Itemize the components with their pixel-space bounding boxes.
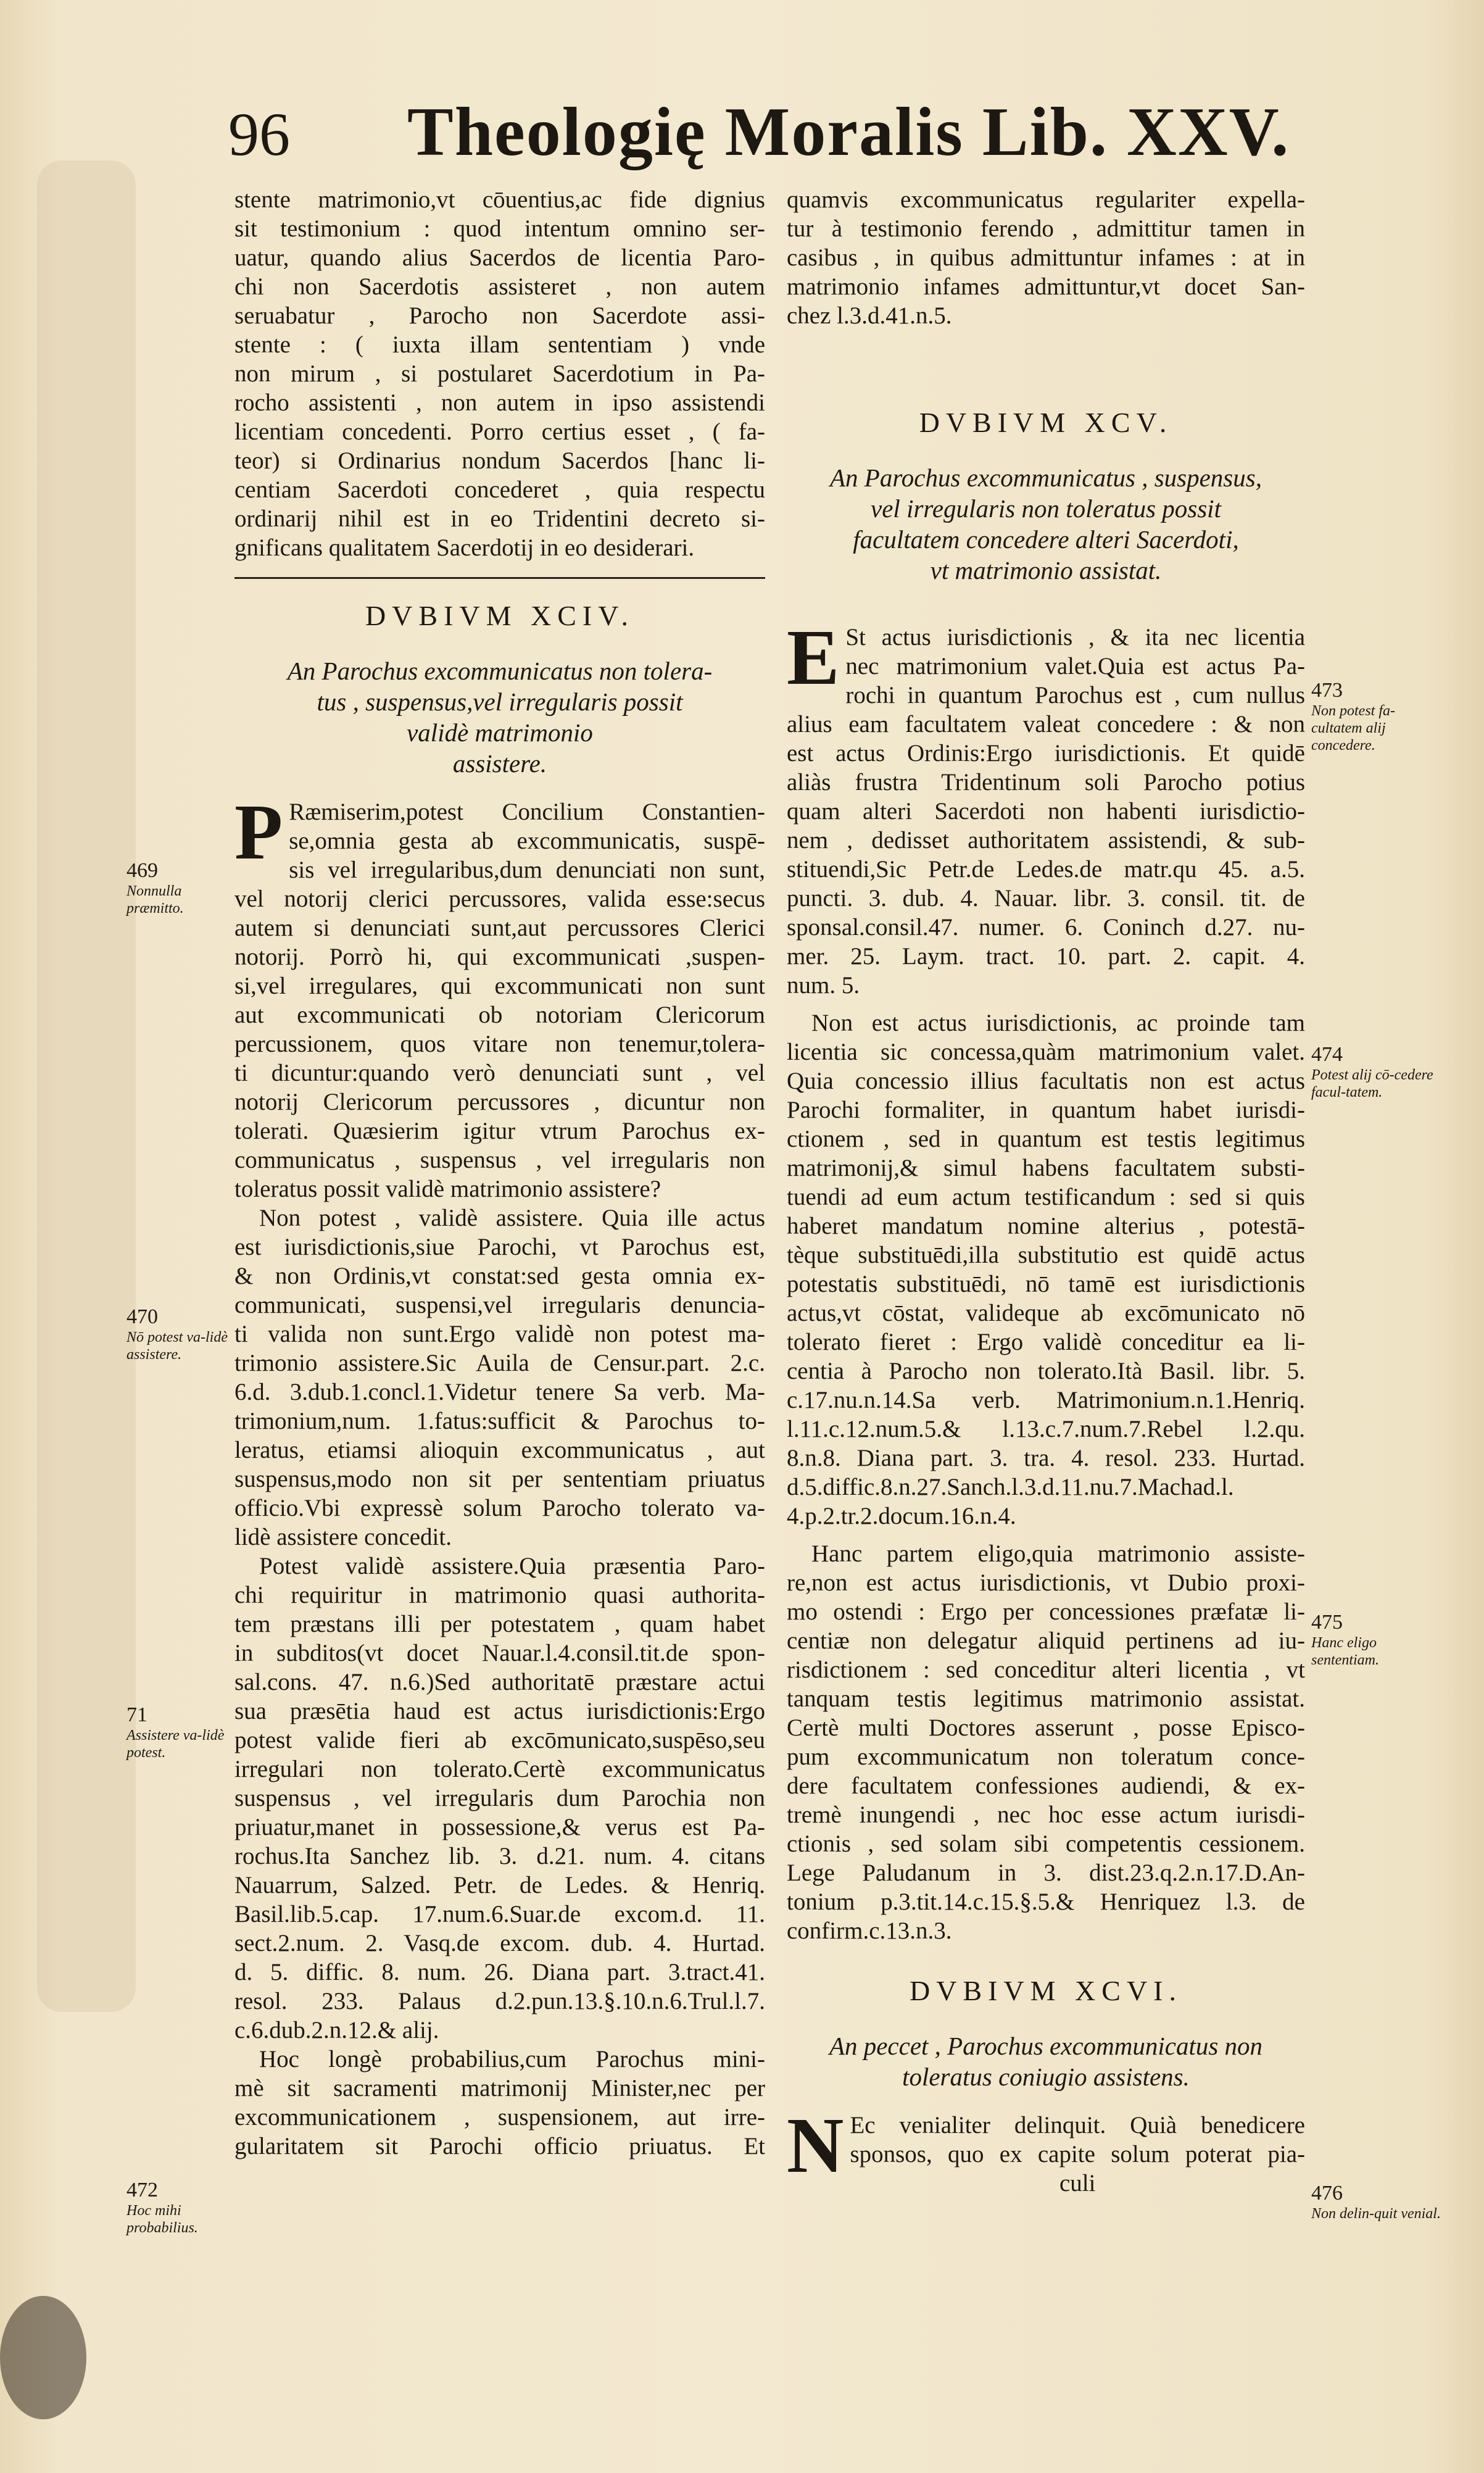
text-line: sua præsētia haud est actus iurisdictionis:Ergo	[234, 1698, 765, 1724]
text-line: rochi in quantum Parochus est , cum nullus	[845, 682, 1305, 709]
text-line: potest valide fieri ab excōmunicato,suspēso,seu	[234, 1727, 765, 1753]
text-line: centiam Sacerdoti concederet , quia respectu	[234, 476, 765, 503]
section-rule	[234, 577, 765, 579]
text-line: centiæ non delegatur aliquid pertinens ad iu-	[787, 1627, 1305, 1654]
text-line: communicati, suspensi,vel irregularis denuncia-	[234, 1292, 765, 1318]
text-line: Certè multi Doctores asserunt , posse Episco-	[787, 1714, 1305, 1741]
text-line: risdictionem : sed conceditur alteri licentia , vt	[787, 1656, 1305, 1683]
text-line: tolerati. Quæsierim igitur vtrum Parochus ex-	[234, 1118, 765, 1144]
text-line: gnificans qualitatem Sacerdotij in eo desiderari.	[234, 534, 695, 561]
text-line: Basil.lib.5.cap. 17.num.6.Suar.de excom.d. 11.	[234, 1901, 765, 1927]
drop-cap: E	[787, 613, 840, 701]
text-line: stituendi,Sic Petr.de Ledes.de matr.qu 45. a.5.	[787, 856, 1305, 883]
text-line: mer. 25. Laym. tract. 10. part. 2. capit. 4.	[787, 943, 1305, 970]
running-title: Theologię Moralis Lib. XXV.	[407, 94, 1290, 170]
text-line: est actus Ordinis:Ergo iurisdictionis. Et quidē	[787, 740, 1305, 767]
page-header	[228, 93, 1290, 179]
text-line: resol. 233. Palaus d.2.pun.13.§.10.n.6.Trul.l.7.	[234, 1988, 765, 2014]
marginal-text: Assistere va-lidè potest.	[126, 1727, 225, 1761]
text-line: teor) si Ordinarius nondum Sacerdos [hanc li-	[234, 447, 765, 474]
text-line: seruabatur , Parocho non Sacerdote assi-	[234, 302, 765, 329]
text-line: tem præstans illi per potestatem , quam habet	[234, 1611, 765, 1637]
question-line: An Parochus excommunicatus non tolera-	[287, 657, 713, 685]
dubium-heading: DVBIVM XCVI.	[910, 1975, 1182, 2006]
text-line: potestatis substituēdi, nō tamē est iurisdictionis	[787, 1271, 1305, 1297]
marginal-number: 472	[126, 2179, 158, 2201]
marginal-text: Non delin-quit venial.	[1311, 2206, 1441, 2222]
page-edge-shadow	[37, 160, 136, 2012]
text-line: gularitatem sit Parochi officio priuatus. Et	[234, 2133, 765, 2159]
marginal-number: 474	[1311, 1043, 1343, 1066]
paragraph-continuation	[234, 185, 765, 562]
text-line: leratus, etiamsi alioquin excommunicatus , aut	[234, 1437, 765, 1463]
question-line: vel irregularis non toleratus possit	[871, 494, 1221, 523]
text-line: Potest validè assistere.Quia præsentia Paro-	[259, 1553, 765, 1579]
text-line: vel notorij clerici percussores, valida esse:secus	[234, 886, 765, 912]
text-line: percussionem, quos vitare non tenemur,tolera-	[234, 1031, 765, 1057]
paragraph-474	[787, 1008, 1305, 1531]
dubium-question	[234, 655, 765, 779]
text-line: Ræmiserim,potest Concilium Constantien-	[289, 799, 765, 825]
drop-cap: N	[787, 2101, 844, 2189]
dubium-heading: DVBIVM XCIV.	[365, 600, 635, 631]
text-line: Quia concessio illius facultatis non est actus	[787, 1068, 1305, 1094]
text-line: dere facultatem confessiones audiendi, & ex-	[787, 1773, 1305, 1799]
text-line: tonium p.3.tit.14.c.15.§.5.& Henriquez l.3. de	[787, 1889, 1305, 1915]
marginal-note-472	[126, 2179, 231, 2237]
text-line: matrimonij,& simul habens facultatem substi-	[787, 1155, 1305, 1181]
text-line: tanquam testis legitimus matrimonio assistat.	[787, 1685, 1305, 1712]
drop-cap: P	[234, 788, 283, 876]
text-line: Hanc partem eligo,quia matrimonio assiste-	[811, 1540, 1305, 1567]
text-line: lidè assistere concedit.	[234, 1524, 452, 1550]
text-line: 8.n.8. Diana part. 3. tra. 4. resol. 233. Hurtad.	[787, 1445, 1305, 1471]
dubium-question	[787, 2030, 1305, 2092]
text-line: tremè inungendi , nec hoc esse actum iurisdi-	[787, 1802, 1305, 1828]
paragraph-473	[787, 613, 1305, 1000]
text-line: ti dicuntur:quando verò denunciati sunt , vel	[234, 1060, 765, 1086]
text-line: licentiam concedenti. Porro certius esset , ( fa-	[234, 418, 765, 445]
text-line: d.5.diffic.8.n.27.Sanch.l.3.d.11.nu.7.Machad.l.	[787, 1474, 1234, 1500]
marginal-note-474	[1311, 1043, 1441, 1101]
text-line: notorij. Porrò hi, qui excommunicati ,suspen-	[234, 944, 765, 970]
text-line: alius eam facultatem valeat concedere : & non	[787, 711, 1305, 738]
text-line: trimonio assistere.Sic Auila de Censur.part. 2.c.	[234, 1350, 765, 1376]
text-line: St actus iurisdictionis , & ita nec licentia	[845, 624, 1305, 650]
text-line: ti valida non sunt.Ergo validè non potest ma-	[234, 1321, 765, 1347]
marginal-number: 476	[1311, 2182, 1343, 2205]
text-line: stente : ( iuxta illam sententiam ) vnde	[234, 331, 765, 358]
text-line: nec matrimonium valet.Quia est actus Pa-	[845, 653, 1305, 680]
question-line: tus , suspensus,vel irregularis possit	[317, 688, 683, 716]
text-line: priuatur,manet in possessione,& verus est Pa-	[234, 1814, 765, 1840]
marginal-text: Non potest fa-cultatem alij concedere.	[1311, 703, 1395, 754]
marginal-note-476	[1311, 2182, 1441, 2222]
text-line: 6.d. 3.dub.1.concl.1.Videtur tenere Sa verb. Ma-	[234, 1379, 765, 1405]
marginal-number: 475	[1311, 1611, 1343, 1634]
text-line: notorij Clericorum percussores , dicuntur non	[234, 1089, 765, 1115]
text-line: aut excommunicati ob notoriam Clericorum	[234, 1002, 765, 1028]
text-line: tur à testimonio ferendo , admittitur tamen in	[787, 215, 1305, 242]
text-line: Non est actus iurisdictionis, ac proinde tam	[811, 1010, 1305, 1036]
catchword: culi	[1059, 2170, 1096, 2197]
text-line: si,vel irregulares, qui excommunicati non sunt	[234, 973, 765, 999]
text-line: Nauarrum, Salzed. Petr. de Ledes. & Henriq.	[234, 1872, 765, 1898]
text-line: actus,vt cōstat, valideque ab excōmunicato nō	[787, 1300, 1305, 1326]
text-line: licentia sic concessa,quàm matrimonium valet.	[787, 1039, 1305, 1065]
marginal-note-469	[126, 859, 231, 917]
page-number: 96	[228, 100, 290, 168]
text-line: ctionis , sed solam sibi competentis cessionem.	[787, 1831, 1305, 1857]
text-line: c.6.dub.2.n.12.& alij.	[234, 2017, 439, 2043]
text-line: sal.cons. 47. n.6.)Sed authoritatē præstare actui	[234, 1669, 765, 1695]
paragraph-472	[234, 2045, 765, 2161]
text-line: mo ostendi : Ergo per concessiones præfatæ li-	[787, 1598, 1305, 1625]
text-line: & non Ordinis,vt constat:sed gesta omnia ex-	[234, 1263, 765, 1289]
text-line: nem , dedisset authoritatem assistendi, & sub-	[787, 827, 1305, 854]
text-line: sponsal.consil.47. numer. 6. Coninch d.27. nu-	[787, 914, 1305, 941]
text-line: confirm.c.13.n.3.	[787, 1918, 952, 1944]
text-line: tuendi ad eum actum testificandum : sed si quis	[787, 1184, 1305, 1210]
paragraph-469	[234, 788, 765, 1203]
marginal-text: Hanc eligo sententiam.	[1311, 1635, 1379, 1668]
marginal-note-473	[1311, 679, 1441, 754]
text-line: communicatus , suspensus , vel irregularis non	[234, 1147, 765, 1173]
text-line: sponsos, quo ex capite solum poterat pia-	[850, 2141, 1305, 2168]
paragraph-continuation	[787, 185, 1305, 330]
question-line: An Parochus excommunicatus , suspensus,	[830, 463, 1262, 492]
text-line: quamvis excommunicatus regulariter expella-	[787, 186, 1305, 213]
left-column	[234, 185, 765, 2161]
text-line: toleratus possit validè matrimonio assistere?	[234, 1176, 661, 1202]
marginal-note-471	[126, 1703, 231, 1761]
marginal-text: Nō potest va-lidè assistere.	[126, 1329, 228, 1363]
text-line: matrimonio infames admittuntur,vt docet San-	[787, 273, 1305, 300]
text-line: Hoc longè probabilius,cum Parochus mini-	[259, 2046, 765, 2072]
text-line: rocho assistenti , non autem in ipso assistendi	[234, 389, 765, 416]
text-line: num. 5.	[787, 972, 860, 999]
marginal-number: 470	[126, 1305, 158, 1328]
text-line: l.11.c.12.num.5.& l.13.c.7.num.7.Rebel l.2.qu.	[787, 1416, 1305, 1442]
text-line: sis vel irregularibus,dum denunciati non sunt,	[289, 857, 765, 883]
text-line: chi requiritur in matrimonio quasi authorita-	[234, 1582, 765, 1608]
text-line: excommunicationem , suspensionem, aut irre-	[234, 2104, 765, 2130]
dubium-heading: DVBIVM XCV.	[919, 407, 1173, 438]
text-line: non mirum , si postularet Sacerdotium in Pa-	[234, 360, 765, 387]
text-line: ctionem , sed in quantum est testis legitimus	[787, 1126, 1305, 1152]
text-line: centia à Parocho non tolerato.Ità Basil. libr. 5.	[787, 1358, 1305, 1384]
paragraph-476	[787, 2101, 1305, 2198]
text-line: Lege Paludanum in 3. dist.23.q.2.n.17.D.An-	[787, 1860, 1305, 1886]
marginal-number: 469	[126, 859, 158, 882]
text-line: Parochi formaliter, in quantum habet iurisdi-	[787, 1097, 1305, 1123]
text-line: chi non Sacerdotis assisteret , non autem	[234, 273, 765, 300]
marginal-text: Hoc mihi probabilius.	[126, 2203, 198, 2236]
text-line: puncti. 3. dub. 4. Nauar. libr. 3. consil. tit. de	[787, 885, 1305, 912]
marginal-text: Nonnulla præmitto.	[126, 883, 184, 916]
marginal-number: 473	[1311, 679, 1343, 702]
text-line: se,omnia gesta ab excommunicatis, suspē-	[289, 828, 765, 854]
text-line: irregulari non tolerato.Certè excommunicatus	[234, 1756, 765, 1782]
text-line: sit testimonium : quod intentum omnino ser-	[234, 215, 765, 242]
text-line: rochus.Ita Sanchez lib. 3. d.21. num. 4. citans	[234, 1843, 765, 1869]
text-line: aliàs frustra Tridentinum soli Parocho potius	[787, 769, 1305, 796]
text-line: casibus , in quibus admittuntur infames : at in	[787, 244, 1305, 271]
marginal-note-470	[126, 1305, 231, 1363]
text-line: est iurisdictionis,siue Parochi, vt Parochus est,	[234, 1234, 765, 1260]
text-line: d. 5. diffic. 8. num. 26. Diana part. 3.tract.41.	[234, 1959, 765, 1985]
text-line: 4.p.2.tr.2.docum.16.n.4.	[787, 1503, 1016, 1529]
marginal-note-475	[1311, 1611, 1441, 1669]
page-damage-mark	[0, 2296, 86, 2419]
text-line: tèque substituēdi,illa substitutio est quidē actus	[787, 1242, 1305, 1268]
question-line: An peccet , Parochus excommunicatus non	[829, 2032, 1263, 2060]
text-line: officio.Vbi expressè solum Parocho tolerato va-	[234, 1495, 765, 1521]
text-line: quam alteri Sacerdoti non habenti iurisdictio-	[787, 798, 1305, 825]
marginal-number: 71	[126, 1703, 147, 1726]
text-line: autem si denunciati sunt,aut percussores Clerici	[234, 915, 765, 941]
right-column	[787, 185, 1305, 2198]
text-line: chez l.3.d.41.n.5.	[787, 302, 952, 329]
text-line: stente matrimonio,vt cōuentius,ac fide dignius	[234, 186, 765, 213]
text-line: haberet mandatum nomine alterius , potestā-	[787, 1213, 1305, 1239]
text-line: pum excommunicatum non toleratum conce-	[787, 1744, 1305, 1770]
text-line: ordinarij nihil est in eo Tridentini decreto si-	[234, 505, 765, 532]
text-line: sect.2.num. 2. Vasq.de excom. dub. 4. Hurtad.	[234, 1930, 765, 1956]
text-line: Ec venialiter delinquit. Quià benedicere	[850, 2112, 1305, 2138]
text-line: re,non est actus iurisdictionis, vt Dubio proxi-	[787, 1569, 1305, 1596]
text-line: suspensus , vel irregularis dum Parochia non	[234, 1785, 765, 1811]
paragraph-470	[234, 1203, 765, 1552]
text-line: uatur, quando alius Sacerdos de licentia Paro-	[234, 244, 765, 271]
paragraph-475	[787, 1539, 1305, 1945]
paragraph-471	[234, 1552, 765, 2045]
text-line: suspensus,modo non sit per sententiam priuatus	[234, 1466, 765, 1492]
question-line: validè matrimonio	[407, 718, 593, 747]
text-line: c.17.nu.n.14.Sa verb. Matrimonium.n.1.Henriq.	[787, 1387, 1305, 1413]
marginal-text: Potest alij cō-cedere facul-tatem.	[1311, 1067, 1433, 1100]
question-line: facultatem concedere alteri Sacerdoti,	[853, 525, 1239, 554]
question-line: toleratus coniugio assistens.	[902, 2063, 1190, 2091]
text-line: in subditos(vt docet Nauar.l.4.consil.tit.de spon-	[234, 1640, 765, 1666]
text-line: Non potest , validè assistere. Quia ille actus	[259, 1205, 765, 1231]
question-line: assistere.	[452, 749, 547, 778]
question-line: vt matrimonio assistat.	[930, 556, 1162, 584]
text-line: tolerato fieret : Ergo validè conceditur ea li-	[787, 1329, 1305, 1355]
text-line: mè sit sacramenti matrimonij Minister,nec per	[234, 2075, 765, 2101]
dubium-question	[787, 462, 1305, 586]
text-line: trimonium,num. 1.fatus:sufficit & Parochus to-	[234, 1408, 765, 1434]
